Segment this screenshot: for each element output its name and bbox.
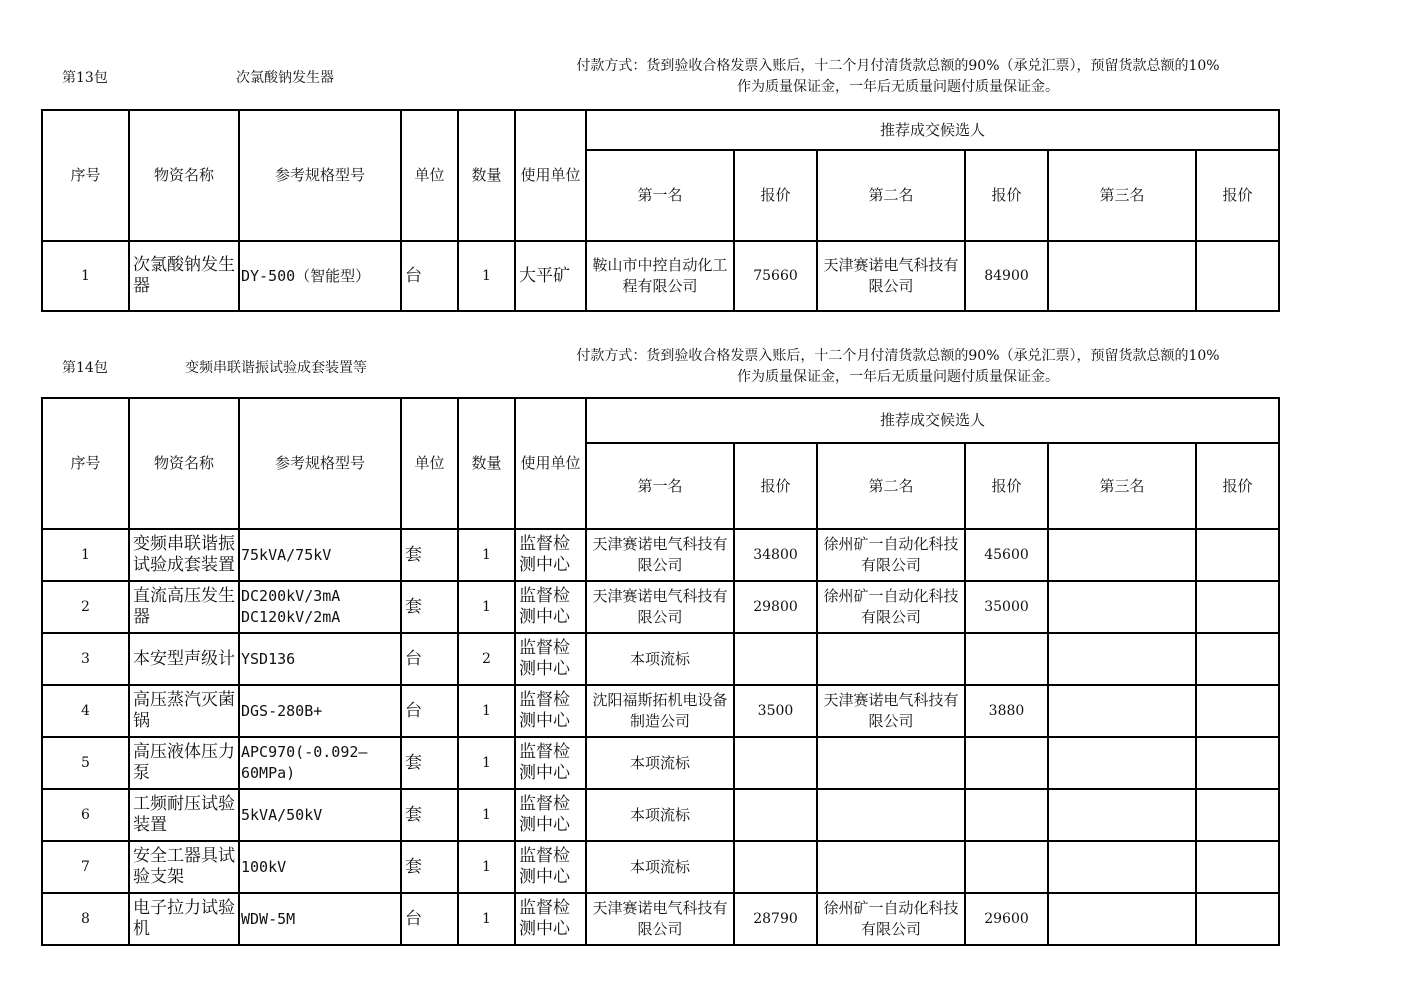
- cell-price2: [965, 581, 1048, 633]
- cell-price1: 75660: [734, 241, 817, 311]
- cell-qty-text: 1: [482, 910, 491, 927]
- cell-first: [586, 893, 734, 945]
- cell-user: [515, 789, 586, 841]
- header-first: 第一名: [586, 443, 734, 529]
- cell-price1-text: 3500: [757, 702, 794, 719]
- cell-price3: [1196, 529, 1279, 581]
- cell-spec-text: DGS-280B+: [241, 701, 323, 720]
- cell-first-text: 天津赛诺电气科技有限公司: [592, 587, 728, 626]
- cell-first-text: 天津赛诺电气科技有限公司: [592, 899, 728, 938]
- table-row: [42, 529, 1279, 581]
- cell-spec: [239, 633, 401, 685]
- cell-spec: [239, 789, 401, 841]
- header-unit: 单位: [401, 398, 458, 529]
- cell-qty: [458, 737, 515, 789]
- header-third: 第三名: [1048, 443, 1196, 529]
- cell-third: [1048, 737, 1196, 789]
- header-name: 物资名称: [129, 398, 239, 529]
- cell-spec-text: 75kVA/75kV: [241, 545, 332, 564]
- header-qty: 数量: [458, 110, 515, 241]
- cell-spec: [239, 737, 401, 789]
- header-spec: 参考规格型号: [239, 398, 401, 529]
- cell-qty-text: 2: [482, 650, 491, 667]
- cell-second: [817, 633, 965, 685]
- payment-terms: [525, 346, 1271, 388]
- header-price2: 报价: [965, 150, 1048, 241]
- cell-price2-text: 45600: [984, 546, 1029, 563]
- cell-second: [817, 581, 965, 633]
- payment-terms-line2: 作为质量保证金，一年后无质量问题付质量保证金。: [737, 79, 1059, 95]
- cell-unit-text: 套: [405, 596, 422, 617]
- cell-name: [129, 529, 239, 581]
- cell-price1: [734, 737, 817, 789]
- cell-qty: [458, 529, 515, 581]
- cell-first-text: 天津赛诺电气科技有限公司: [592, 535, 728, 574]
- cell-second: [817, 789, 965, 841]
- cell-price2: [965, 685, 1048, 737]
- header-third: 第三名: [1048, 150, 1196, 241]
- package-name: 变频串联谐振试验成套装置等: [185, 360, 367, 376]
- cell-second: [817, 685, 965, 737]
- table-row: [42, 737, 1279, 789]
- cell-name: [129, 789, 239, 841]
- cell-seq: [42, 841, 129, 893]
- cell-third: [1048, 529, 1196, 581]
- cell-seq: 1: [42, 241, 129, 311]
- package-13-table: [41, 109, 1280, 312]
- cell-name-text: 高压蒸汽灭菌锅: [133, 690, 235, 731]
- package-number: 第13包: [62, 70, 108, 86]
- cell-first: [586, 841, 734, 893]
- cell-user: [515, 893, 586, 945]
- cell-name: [129, 685, 239, 737]
- cell-spec-text: YSD136: [241, 649, 296, 668]
- header-first: 第一名: [586, 150, 734, 241]
- cell-name: 次氯酸钠发生器: [129, 241, 239, 311]
- cell-unit-text: 台: [405, 700, 422, 721]
- cell-second-text: 徐州矿一自动化科技有限公司: [823, 587, 959, 626]
- header-seq: 序号: [42, 110, 129, 241]
- cell-unit: [401, 633, 458, 685]
- cell-price1-text: 34800: [753, 546, 798, 563]
- cell-qty: [458, 841, 515, 893]
- cell-price2: [965, 633, 1048, 685]
- header-name: 物资名称: [129, 110, 239, 241]
- cell-price1: [734, 581, 817, 633]
- cell-user: [515, 529, 586, 581]
- cell-name: [129, 893, 239, 945]
- cell-seq-text: 6: [81, 806, 90, 823]
- cell-seq: [42, 893, 129, 945]
- cell-name: [129, 581, 239, 633]
- cell-price2: [965, 737, 1048, 789]
- cell-user-text: 监督检测中心: [519, 534, 570, 575]
- cell-first: [586, 529, 734, 581]
- cell-seq: [42, 633, 129, 685]
- header-second: 第二名: [817, 150, 965, 241]
- cell-spec: [239, 529, 401, 581]
- cell-spec: [239, 685, 401, 737]
- cell-second-text: 徐州矿一自动化科技有限公司: [823, 899, 959, 938]
- cell-price2-text: 35000: [984, 598, 1029, 615]
- cell-price2: [965, 893, 1048, 945]
- cell-user: [515, 737, 586, 789]
- cell-name-text: 直流高压发生器: [133, 586, 235, 627]
- cell-name: [129, 841, 239, 893]
- cell-unit-text: 台: [405, 648, 422, 669]
- header-candidates: 推荐成交候选人: [586, 398, 1279, 443]
- header-price1: 报价: [734, 443, 817, 529]
- cell-name-text: 安全工器具试验支架: [133, 846, 235, 887]
- cell-name: [129, 737, 239, 789]
- cell-price1: [734, 841, 817, 893]
- cell-qty: [458, 581, 515, 633]
- cell-user-text: 监督检测中心: [519, 638, 570, 679]
- cell-user-text: 监督检测中心: [519, 846, 570, 887]
- cell-unit: [401, 529, 458, 581]
- cell-user-text: 监督检测中心: [519, 586, 570, 627]
- cell-qty-text: 1: [482, 754, 491, 771]
- cell-unit: [401, 893, 458, 945]
- cell-seq-text: 8: [81, 910, 90, 927]
- cell-qty: 1: [458, 241, 515, 311]
- cell-price3: [1196, 841, 1279, 893]
- table-row: [42, 241, 1279, 311]
- cell-price2-text: 29600: [984, 910, 1029, 927]
- cell-price3: [1196, 581, 1279, 633]
- cell-price3: [1196, 893, 1279, 945]
- cell-second: [817, 893, 965, 945]
- cell-seq-text: 1: [81, 546, 90, 563]
- cell-price3: [1196, 633, 1279, 685]
- cell-seq-text: 3: [81, 650, 90, 667]
- cell-first: 鞍山市中控自动化工程有限公司: [586, 241, 734, 311]
- cell-unit: [401, 789, 458, 841]
- table-row: [42, 789, 1279, 841]
- cell-price1-text: 28790: [753, 910, 798, 927]
- header-spec: 参考规格型号: [239, 110, 401, 241]
- cell-price3: [1196, 241, 1279, 311]
- header-price1: 报价: [734, 150, 817, 241]
- cell-seq-text: 4: [81, 702, 90, 719]
- cell-first-text: 本项流标: [629, 753, 690, 772]
- cell-price2: [965, 529, 1048, 581]
- cell-qty: [458, 633, 515, 685]
- cell-unit-text: 套: [405, 804, 422, 825]
- cell-third: [1048, 841, 1196, 893]
- cell-seq-text: 2: [81, 598, 90, 615]
- table-row: [42, 633, 1279, 685]
- header-second: 第二名: [817, 443, 965, 529]
- cell-price1: [734, 685, 817, 737]
- cell-unit-text: 套: [405, 856, 422, 877]
- package-name: 次氯酸钠发生器: [236, 70, 334, 86]
- cell-price1: [734, 633, 817, 685]
- cell-spec-text: APC970(-0.092—60MPa): [241, 743, 368, 782]
- cell-third: [1048, 685, 1196, 737]
- header-candidates: 推荐成交候选人: [586, 110, 1279, 150]
- cell-spec-text: WDW-5M: [241, 909, 296, 928]
- cell-spec-text: 100kV: [241, 857, 287, 876]
- cell-first-text: 本项流标: [629, 857, 690, 876]
- cell-seq-text: 5: [81, 754, 90, 771]
- cell-name: [129, 633, 239, 685]
- cell-second-text: 徐州矿一自动化科技有限公司: [823, 535, 959, 574]
- cell-user-text: 监督检测中心: [519, 794, 570, 835]
- cell-name-text: 电子拉力试验机: [133, 898, 235, 939]
- cell-first: [586, 633, 734, 685]
- table-row: [42, 685, 1279, 737]
- payment-terms-line1: 付款方式：货到验收合格发票入账后，十二个月付清货款总额的90%（承兑汇票），预留货款总额的10%: [576, 58, 1220, 74]
- cell-qty-text: 1: [482, 702, 491, 719]
- table-row: [42, 581, 1279, 633]
- cell-unit: [401, 841, 458, 893]
- cell-unit: [401, 737, 458, 789]
- cell-spec: [239, 893, 401, 945]
- cell-user: [515, 841, 586, 893]
- cell-qty: [458, 893, 515, 945]
- cell-seq: [42, 581, 129, 633]
- cell-first: [586, 581, 734, 633]
- cell-qty: [458, 685, 515, 737]
- cell-qty-text: 1: [482, 598, 491, 615]
- cell-first: [586, 789, 734, 841]
- cell-spec-text: DC200kV/3mA DC120kV/2mA: [241, 587, 341, 626]
- cell-second: [817, 529, 965, 581]
- payment-terms-line1: 付款方式：货到验收合格发票入账后，十二个月付清货款总额的90%（承兑汇票），预留货款总额的10%: [576, 348, 1220, 364]
- header-unit: 单位: [401, 110, 458, 241]
- table-row: [42, 893, 1279, 945]
- cell-seq: [42, 685, 129, 737]
- cell-first-text: 本项流标: [629, 649, 690, 668]
- cell-seq: [42, 789, 129, 841]
- cell-first: [586, 685, 734, 737]
- package-14-table: [41, 397, 1280, 946]
- cell-unit-text: 套: [405, 752, 422, 773]
- package-number: 第14包: [62, 360, 108, 376]
- cell-name-text: 变频串联谐振试验成套装置: [133, 534, 235, 575]
- cell-user-text: 监督检测中心: [519, 898, 570, 939]
- cell-third: [1048, 633, 1196, 685]
- header-user: 使用单位: [515, 398, 586, 529]
- cell-second-text: 天津赛诺电气科技有限公司: [823, 691, 959, 730]
- cell-price3: [1196, 737, 1279, 789]
- cell-user: [515, 633, 586, 685]
- cell-user-text: 监督检测中心: [519, 690, 570, 731]
- header-qty: 数量: [458, 398, 515, 529]
- cell-unit: [401, 581, 458, 633]
- cell-first-text: 沈阳福斯拓机电设备制造公司: [592, 691, 728, 730]
- table-row: [42, 841, 1279, 893]
- cell-third: [1048, 893, 1196, 945]
- cell-price1-text: 29800: [753, 598, 798, 615]
- cell-seq: [42, 529, 129, 581]
- table-header-row: [42, 110, 1279, 150]
- cell-unit-text: 台: [405, 908, 422, 929]
- cell-user: 大平矿: [515, 241, 586, 311]
- cell-first-text: 本项流标: [629, 805, 690, 824]
- header-price3: 报价: [1196, 443, 1279, 529]
- cell-user: [515, 581, 586, 633]
- cell-spec: [239, 581, 401, 633]
- payment-terms-line2: 作为质量保证金，一年后无质量问题付质量保证金。: [737, 369, 1059, 385]
- cell-price1: [734, 529, 817, 581]
- cell-price1: [734, 789, 817, 841]
- cell-price3: [1196, 789, 1279, 841]
- cell-name-text: 高压液体压力泵: [133, 742, 235, 783]
- cell-second: 天津赛诺电气科技有限公司: [817, 241, 965, 311]
- cell-qty: [458, 789, 515, 841]
- cell-unit-text: 套: [405, 544, 422, 565]
- cell-price2: 84900: [965, 241, 1048, 311]
- header-seq: 序号: [42, 398, 129, 529]
- cell-qty-text: 1: [482, 546, 491, 563]
- cell-name-text: 工频耐压试验装置: [133, 794, 235, 835]
- cell-unit: [401, 685, 458, 737]
- table-header-row: [42, 398, 1279, 443]
- header-user: 使用单位: [515, 110, 586, 241]
- cell-seq: [42, 737, 129, 789]
- cell-seq-text: 7: [81, 858, 90, 875]
- cell-second: [817, 841, 965, 893]
- payment-terms: [525, 56, 1271, 98]
- cell-price2: [965, 789, 1048, 841]
- cell-third: [1048, 581, 1196, 633]
- cell-spec-text: 5kVA/50kV: [241, 805, 323, 824]
- header-price3: 报价: [1196, 150, 1279, 241]
- cell-user: [515, 685, 586, 737]
- cell-qty-text: 1: [482, 858, 491, 875]
- header-price2: 报价: [965, 443, 1048, 529]
- cell-price1: [734, 893, 817, 945]
- cell-third: [1048, 241, 1196, 311]
- cell-price2: [965, 841, 1048, 893]
- cell-price3: [1196, 685, 1279, 737]
- cell-qty-text: 1: [482, 806, 491, 823]
- cell-third: [1048, 789, 1196, 841]
- cell-user-text: 监督检测中心: [519, 742, 570, 783]
- cell-price2-text: 3880: [988, 702, 1025, 719]
- cell-first: [586, 737, 734, 789]
- cell-name-text: 本安型声级计: [133, 648, 235, 669]
- cell-spec: [239, 841, 401, 893]
- cell-spec: DY-500（智能型）: [239, 241, 401, 311]
- cell-second: [817, 737, 965, 789]
- cell-unit: 台: [401, 241, 458, 311]
